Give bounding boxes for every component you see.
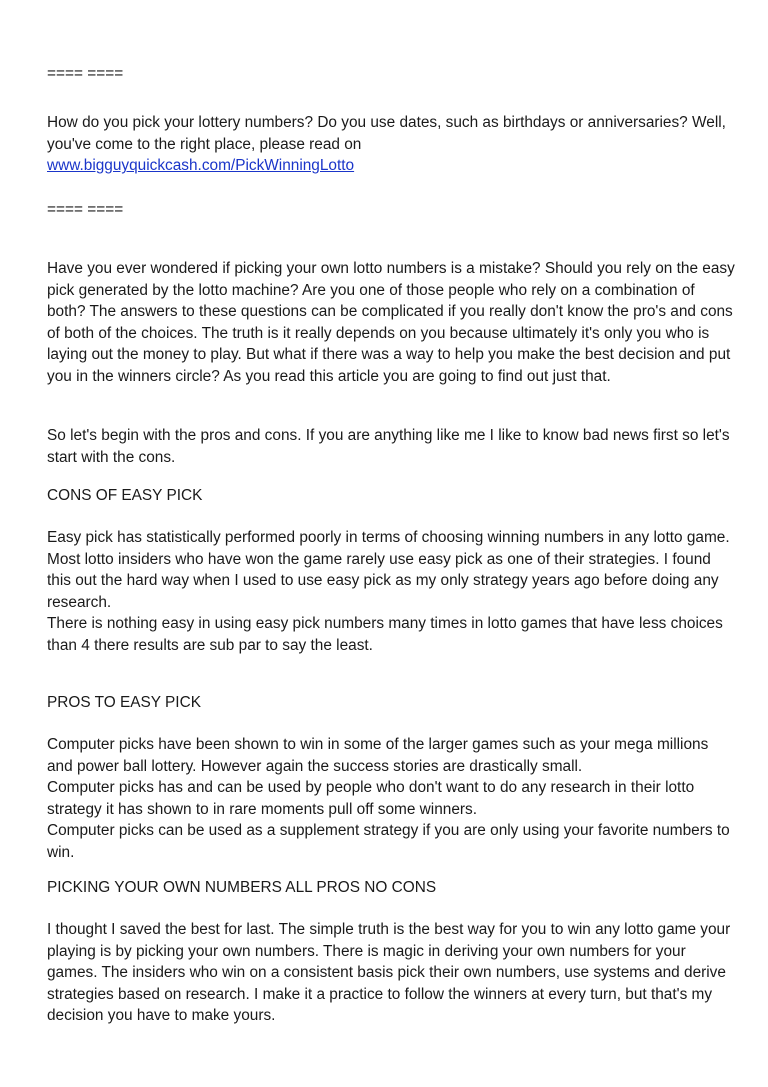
pros-item: Computer picks has and can be used by people who don't want to do any research in their lotto strategy it has shown to in rare moments pull off some winners. — [47, 779, 695, 818]
cons-list — [47, 527, 737, 657]
intro-link[interactable]: www.bigguyquickcash.com/PickWinningLotto — [47, 157, 355, 175]
heading-cons-easy-pick: CONS OF EASY PICK — [47, 487, 203, 504]
pros-list — [47, 734, 737, 864]
heading-own-numbers: PICKING YOUR OWN NUMBERS ALL PROS NO CONS — [47, 879, 437, 896]
cons-item: Easy pick has statistically performed poorly in terms of choosing winning numbers in any lotto game. — [47, 529, 730, 546]
pros-item: Computer picks can be used as a supplement strategy if you are only using your favorite numbers to win. — [47, 822, 730, 861]
cons-item: There is nothing easy in using easy pick numbers many times in lotto games that have less choices than 4 there results are sub par to say the least. — [47, 615, 723, 654]
separator-top: ==== ==== — [47, 65, 124, 82]
intro-text: How do you pick your lottery numbers? Do you use dates, such as birthdays or anniversaries? Well, you've come to the right place, please read on — [47, 114, 726, 153]
separator-bottom: ==== ==== — [47, 201, 124, 218]
paragraph-intro-question: Have you ever wondered if picking your own lotto numbers is a mistake? Should you rely on the easy pick generated by the lotto machine? Are you one of those people who rely on a combination of both? The answers to these questions can be complicated if you really don't know the pro's and cons of both of the choices. The truth is it really depends on you because ultimately it's only you who is laying out the money to play. But what if there was a way to help you make the best decision and put you in the winners circle? As you read this article you are going to find out just that. — [47, 260, 735, 385]
heading-pros-easy-pick: PROS TO EASY PICK — [47, 694, 201, 711]
pros-item: Computer picks have been shown to win in some of the larger games such as your mega millions and power ball lottery. However again the success stories are drastically small. — [47, 736, 709, 775]
paragraph-pros-cons-intro: So let's begin with the pros and cons. If you are anything like me I like to know bad news first so let's start with the cons. — [47, 427, 730, 466]
paragraph-own-numbers: I thought I saved the best for last. The simple truth is the best way for you to win any lotto game your playing is by picking your own numbers. There is magic in deriving your own numbers for your games. The insiders who win on a consistent basis pick their own numbers, use systems and derive strategies based on research. I make it a practice to follow the winners at every turn, but that's my decision you have to make yours. — [47, 921, 731, 1025]
cons-item: Most lotto insiders who have won the game rarely use easy pick as one of their strategies. I found this out the hard way when I used to use easy pick as my only strategy years ago before doing any research. — [47, 550, 719, 611]
intro-block — [47, 112, 737, 177]
